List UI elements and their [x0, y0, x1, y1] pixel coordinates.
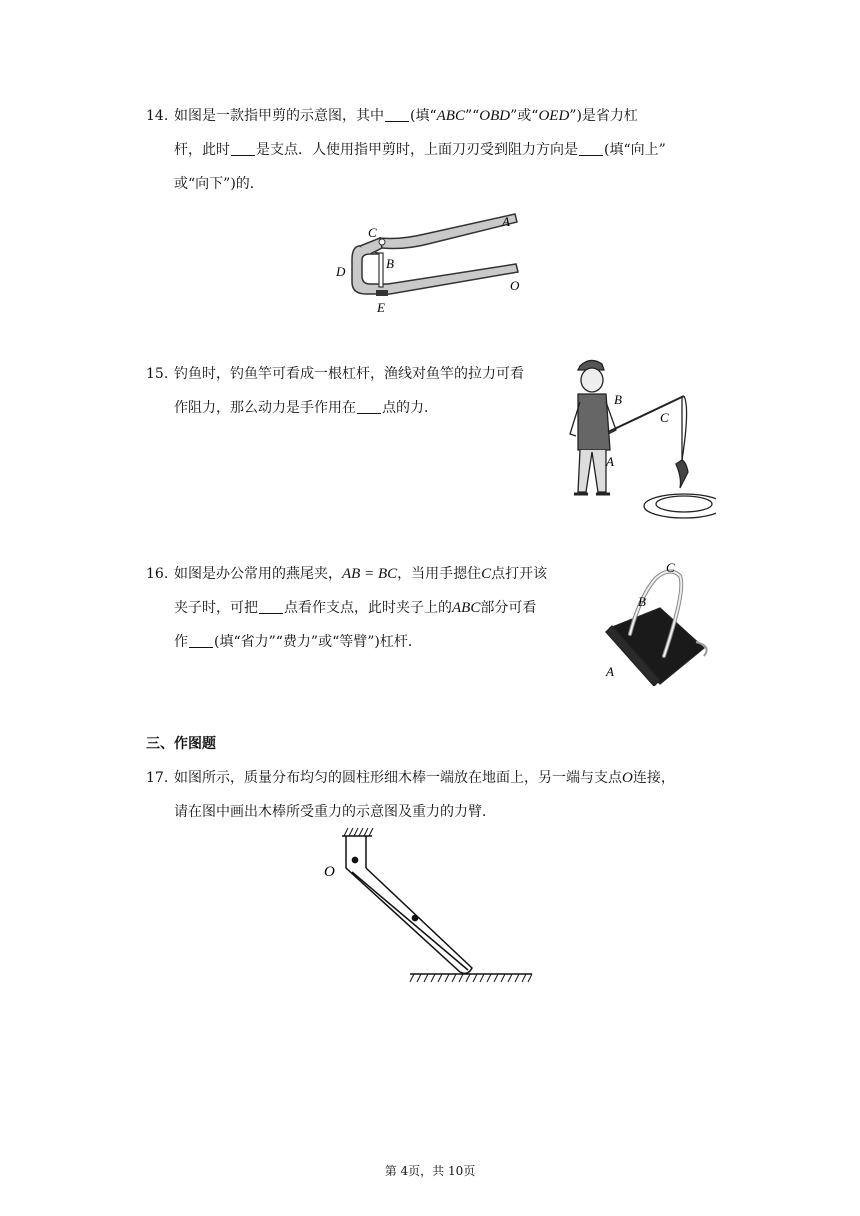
- page-footer: 第 4页，共 10页: [384, 1164, 476, 1178]
- label-A: A: [502, 214, 510, 229]
- label-C: C: [666, 560, 675, 575]
- label-B: B: [614, 392, 622, 407]
- question-number: 17.: [146, 770, 169, 786]
- binder-clip-figure: [600, 556, 720, 686]
- label-B: B: [386, 256, 394, 271]
- answer-blank[interactable]: [357, 399, 381, 414]
- label-O: O: [510, 278, 520, 293]
- label-C: C: [660, 410, 669, 425]
- section-heading: 三、作图题: [146, 736, 216, 752]
- question-number: 14.: [146, 108, 169, 124]
- question-number: 15.: [146, 366, 169, 382]
- answer-blank[interactable]: [385, 107, 409, 122]
- label-D: D: [336, 264, 346, 279]
- answer-blank[interactable]: [259, 599, 283, 614]
- label-A: A: [606, 664, 614, 679]
- question-line-1: 如图所示，质量分布均匀的圆柱形细木棒一端放在地面上，另一端与支点O连接，: [174, 770, 675, 786]
- question-line-3: 作 (填“省力”“费力”或“等臂”)杠杆．: [174, 634, 422, 650]
- rod-pivot-figure: [318, 822, 538, 994]
- question-line-1: 如图是办公常用的燕尾夹，AB = BC，当用手摁住C点打开该: [174, 566, 548, 582]
- question-line-2: 夹子时，可把 点看作支点，此时夹子上的ABC部分可看: [174, 600, 537, 616]
- nail-clipper-figure: [330, 210, 540, 320]
- question-line-2: 请在图中画出木棒所受重力的示意图及重力的力臂．: [174, 804, 496, 820]
- answer-blank[interactable]: [189, 633, 213, 648]
- answer-blank[interactable]: [231, 141, 255, 156]
- label-A: A: [606, 454, 614, 469]
- question-line-3: 或“向下”)的．: [174, 176, 264, 192]
- answer-blank[interactable]: [579, 141, 603, 156]
- question-14: [146, 98, 726, 206]
- question-line-2: 作阻力，那么动力是手作用在 点的力．: [174, 400, 438, 416]
- question-number: 16.: [146, 566, 169, 582]
- question-line-2: 杆，此时 是支点．人使用指甲剪时，上面刀刃受到阻力方向是 (填“向上”: [174, 142, 666, 158]
- question-line-1: 如图是一款指甲剪的示意图，其中 (填“ABC”“OBD”或“OED”)是省力杠: [174, 108, 638, 124]
- question-line-1: 钓鱼时，钓鱼竿可看成一根杠杆，渔线对鱼竿的拉力可看: [174, 366, 524, 382]
- question-16: [146, 556, 586, 664]
- label-B: B: [638, 594, 646, 609]
- label-E: E: [377, 300, 385, 315]
- label-O: O: [324, 864, 335, 880]
- fishing-figure: [556, 352, 716, 524]
- label-C: C: [368, 225, 377, 240]
- question-15: [146, 356, 566, 428]
